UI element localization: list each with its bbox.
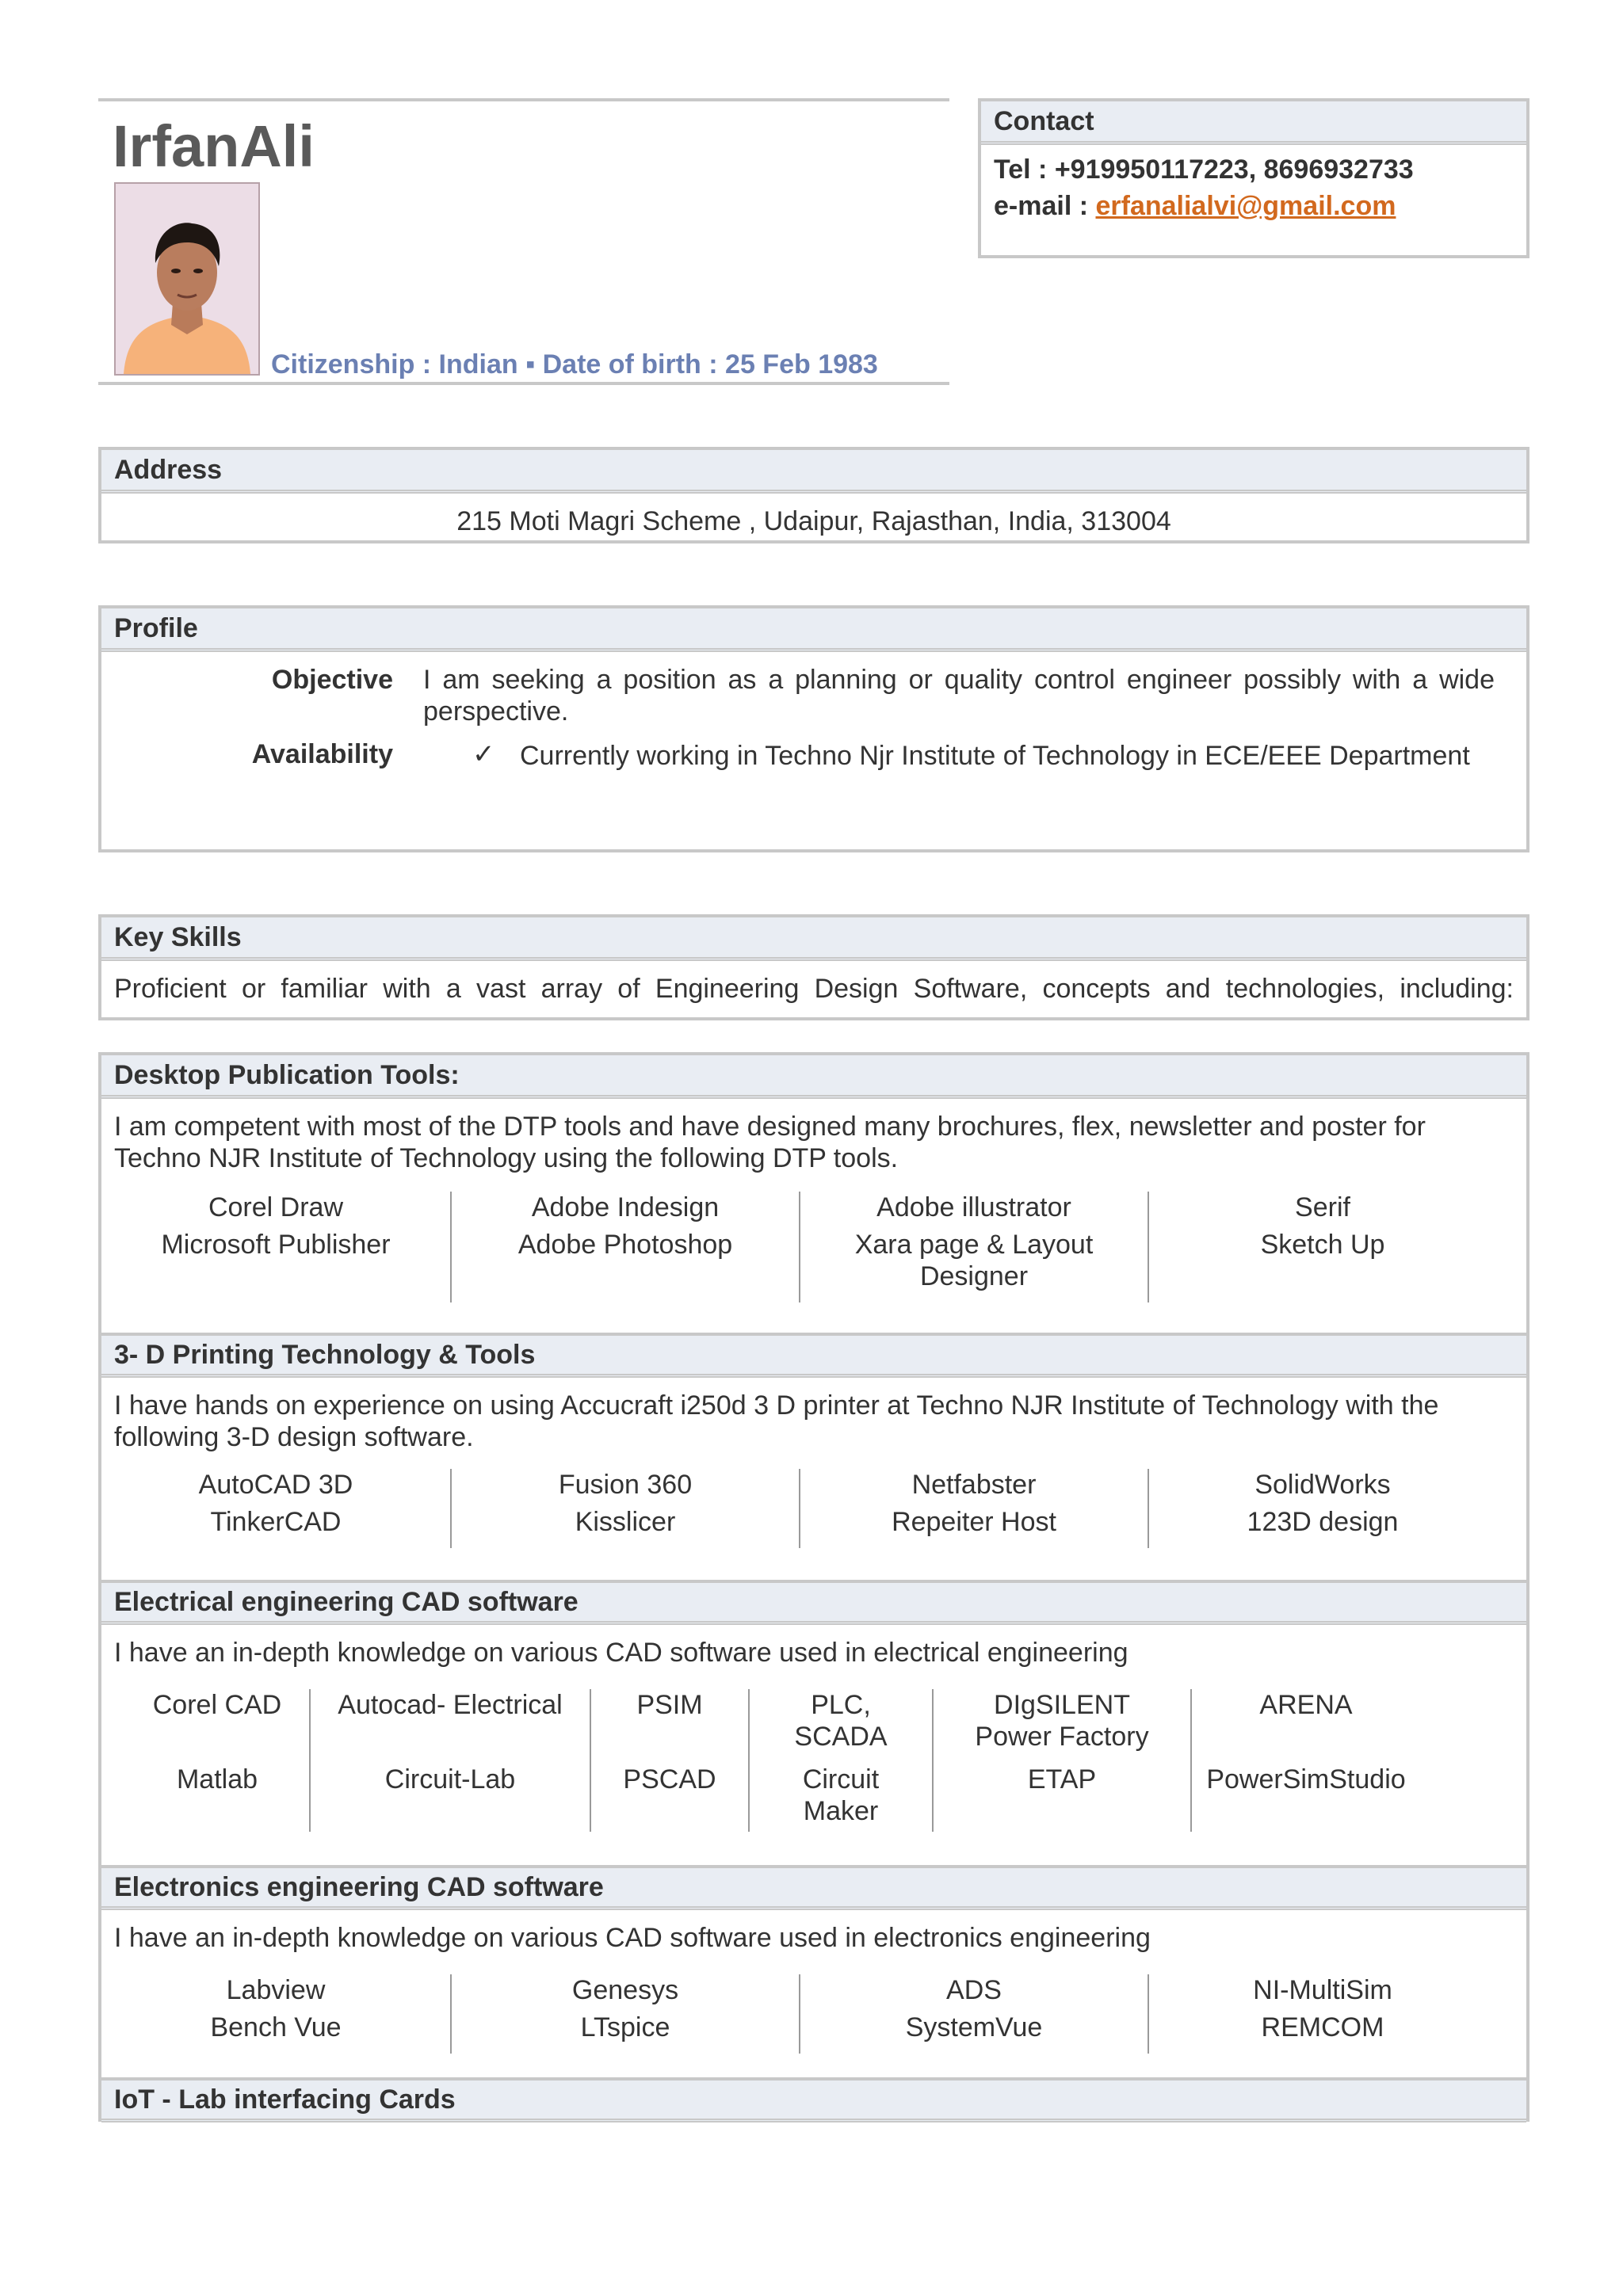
profile-box <box>98 605 1529 852</box>
key-skills-box <box>98 914 1529 1020</box>
check-icon: ✓ <box>472 739 495 769</box>
objective-label: Objective <box>271 665 393 695</box>
key-skills-text-content: Proficient or familiar with a vast array of Engineering Design Software, concepts and technologies, including: <box>114 974 1514 1004</box>
iot-title: IoT - Lab interfacing Cards <box>101 2077 1526 2122</box>
header-bottom-rule <box>98 382 949 385</box>
printing-title: 3- D Printing Technology & Tools <box>101 1333 1526 1378</box>
contact-tel: Tel : +919950117223, 8696932733 <box>994 154 1414 185</box>
electronics-col-3: ADS SystemVue <box>799 1974 1148 2054</box>
contact-email-line <box>994 190 1396 222</box>
person-photo-icon <box>116 184 258 374</box>
electrical-col-4: PLC, SCADA Circuit Maker <box>748 1689 932 1832</box>
electronics-col-4: NI-MultiSim REMCOM <box>1148 1974 1496 2054</box>
electronics-title: Electronics engineering CAD software <box>101 1865 1526 1910</box>
electronics-col-1: Labview Bench Vue <box>210 1975 342 2042</box>
printing-grid <box>101 1469 1496 1548</box>
electrical-col-6: ARENA PowerSimStudio <box>1190 1689 1420 1832</box>
email-label: e-mail : <box>994 191 1096 221</box>
objective-text: I am seeking a position as a planning or quality control engineer possibly with a wide perspective. <box>423 665 1495 727</box>
key-skills-text <box>114 973 1514 1005</box>
printing-col-2: Fusion 360 Kisslicer <box>450 1469 799 1548</box>
address-text: 215 Moti Magri Scheme , Udaipur, Rajasthan, India, 313004 <box>456 506 1171 536</box>
electrical-col-2: Autocad- Electrical Circuit-Lab <box>309 1689 590 1832</box>
printing-col-4: SolidWorks 123D design <box>1148 1469 1496 1548</box>
electrical-col-3: PSIM PSCAD <box>590 1689 748 1832</box>
dtp-text: I am competent with most of the DTP tools and have designed many brochures, flex, newsletter and poster for Techno NJR Institute of Technology using the following DTP tools. <box>114 1112 1426 1173</box>
dtp-col-1: Corel Draw Microsoft Publisher <box>161 1192 391 1260</box>
citizenship-dob-line: Citizenship : Indian ▪ Date of birth : 25 Feb 1983 <box>271 349 878 379</box>
header-top-rule <box>98 98 949 101</box>
key-skills-title: Key Skills <box>101 917 1526 961</box>
availability-label: Availability <box>251 739 393 769</box>
profile-photo <box>114 182 260 376</box>
contact-title: Contact <box>981 101 1526 145</box>
dtp-title: Desktop Publication Tools: <box>101 1055 1526 1099</box>
electronics-grid <box>101 1974 1496 2054</box>
email-link[interactable]: erfanalialvi@gmail.com <box>1095 191 1396 221</box>
electrical-col-1: Corel CAD Matlab <box>152 1690 282 1794</box>
printing-col-3: Netfabster Repeiter Host <box>799 1469 1148 1548</box>
contact-box <box>978 98 1529 258</box>
dtp-col-4: Serif Sketch Up <box>1148 1192 1496 1302</box>
dtp-col-3: Adobe illustrator Xara page & Layout Designer <box>799 1192 1148 1302</box>
electrical-title: Electrical engineering CAD software <box>101 1580 1526 1625</box>
address-box <box>98 447 1529 543</box>
electronics-text: I have an in-depth knowledge on various CAD software used in electronics engineering <box>114 1923 1151 1953</box>
electrical-text: I have an in-depth knowledge on various CAD software used in electrical engineering <box>114 1638 1128 1668</box>
printing-text: I have hands on experience on using Accucraft i250d 3 D printer at Techno NJR Institute of Technology with the following 3-D design software. <box>114 1390 1439 1452</box>
electronics-col-2: Genesys LTspice <box>450 1974 799 2054</box>
software-box <box>98 1052 1529 2122</box>
printing-col-1: AutoCAD 3D TinkerCAD <box>198 1470 353 1537</box>
electrical-col-5: DIgSILENT Power Factory ETAP <box>932 1689 1190 1832</box>
electrical-grid <box>125 1689 1488 1832</box>
profile-title: Profile <box>101 608 1526 652</box>
availability-text: Currently working in Techno Njr Institute of Technology in ECE/EEE Department <box>520 741 1470 771</box>
address-title: Address <box>101 450 1526 494</box>
dtp-grid <box>101 1192 1496 1302</box>
dtp-col-2: Adobe Indesign Adobe Photoshop <box>450 1192 799 1302</box>
candidate-name: IrfanAli <box>113 113 315 179</box>
